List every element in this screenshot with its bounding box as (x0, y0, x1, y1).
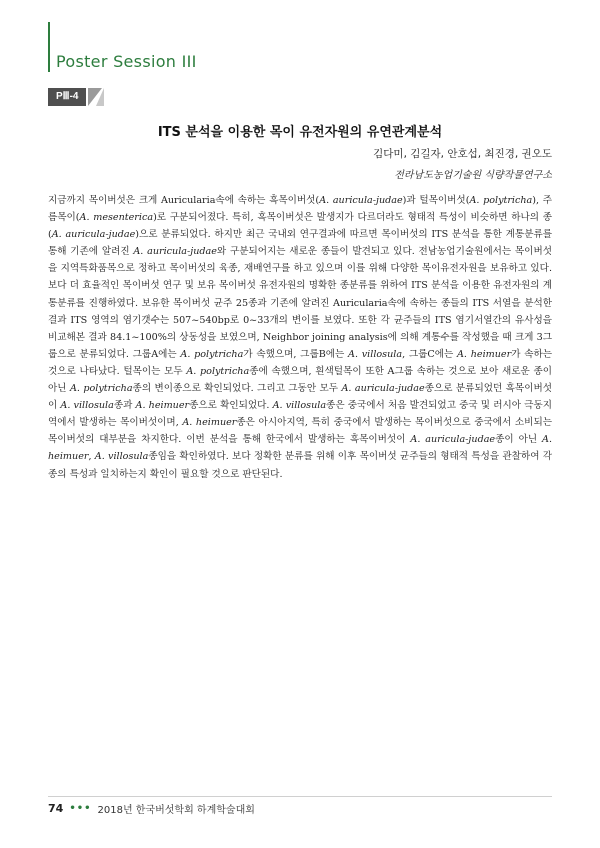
page-footer (48, 801, 255, 816)
session-title: Poster Session III (56, 52, 197, 71)
paper-affiliation: 전라남도농업기술원 식량작물연구소 (394, 170, 552, 181)
page-number: 74 (48, 802, 64, 815)
poster-badge-label: PⅢ-4 (48, 88, 86, 106)
poster-badge (48, 88, 104, 106)
footer-divider (48, 796, 552, 797)
abstract-body: 지금까지 목이버섯은 크게 Auricularia속에 속하는 흑목이버섯(A. auricula-judae)과 털목이버섯(A. polytricha), 주름목이(A. mesenterica)로 구분되어졌다. 특히, 흑목이버섯은 발생지가 다르더라도 형태적 특성이 비슷하면 하나의 종(A. auricula-judae)으로 분류되었다. 하지만 최근 국내외 연구결과에 따르면 목이버섯의 ITS 분석을 통한 계통분류를 통해 기존에 알려진 A. auricula-judae와 구분되어지는 새로운 종들이 발견되고 있다. 전남농업기술원에서는 목이버섯을 지역특화품목으로 정하고 목이버섯의 육종, 재배연구를 하고 있으며 이를 위해 다양한 목이유전자원을 보유하고 있다. 보다 더 효율적인 목이버섯 연구 및 보유 목이버섯 유전자원의 명확한 종분류를 위하여 ITS 분석을 이용한 유전자원의 계통분류를 진행하였다. 보유한 목이버섯 균주 25종과 기존에 알려진 Auricularia속에 속하는 종들의 ITS 서열을 분석한 결과 ITS 영역의 염기갯수는 507~540bp로 0~33개의 변이를 보였다. 또한 각 균주들의 ITS 염기서열간의 유사성을 비교해본 결과 84.1~100%의 상동성을 보였으며, Neighbor joining analysis에 의해 계통수를 작성했을 때 크게 3그룹으로 분류되었다. 그룹A에는 A. polytricha가 속했으며, 그룹B에는 A. villosula, 그룹C에는 A. heimuer가 속하는 것으로 나타났다. 털목이는 모두 A. polytricha종에 속했으며, 흰색털목이 또한 A그룹 속하는 것으로 보아 새로운 종이 아닌 A. polytricha종의 변이종으로 확인되었다. 그리고 그동안 모두 A. auricula-judae종으로 분류되었던 흑목이버섯이 A. villosula종과 A. heimuer종으로 확인되었다. A. villosula종은 중국에서 처음 발견되었고 중국 및 러시아 극동지역에서 발생하는 목이버섯이며, A. heimuer종은 아시아지역, 특히 중국에서 발생하는 목이버섯으로 중국에서 소비되는 목이버섯의 대부분을 차지한다. 이번 분석을 통해 한국에서 발생하는 흑목이버섯이 A. auricula-judae종이 아닌 A. heimuer, A. villosula종임을 확인하였다. 보다 정확한 분류를 위해 이후 목이버섯 균주들의 형태적 특성을 관찰하여 각 종의 특성과 일치하는지 확인이 필요할 것으로 판단된다. (48, 195, 553, 480)
paper-title: ITS 분석을 이용한 목이 유전자원의 유연관계분석 (157, 125, 443, 140)
footer-dots: ••• (69, 803, 92, 814)
conference-name: 2018년 한국버섯학회 하계학술대회 (97, 805, 255, 816)
paper-authors: 김다미, 김길자, 안호섭, 최진경, 권오도 (373, 148, 552, 160)
badge-slash-decoration-light (96, 88, 104, 106)
session-accent-bar (48, 22, 50, 72)
